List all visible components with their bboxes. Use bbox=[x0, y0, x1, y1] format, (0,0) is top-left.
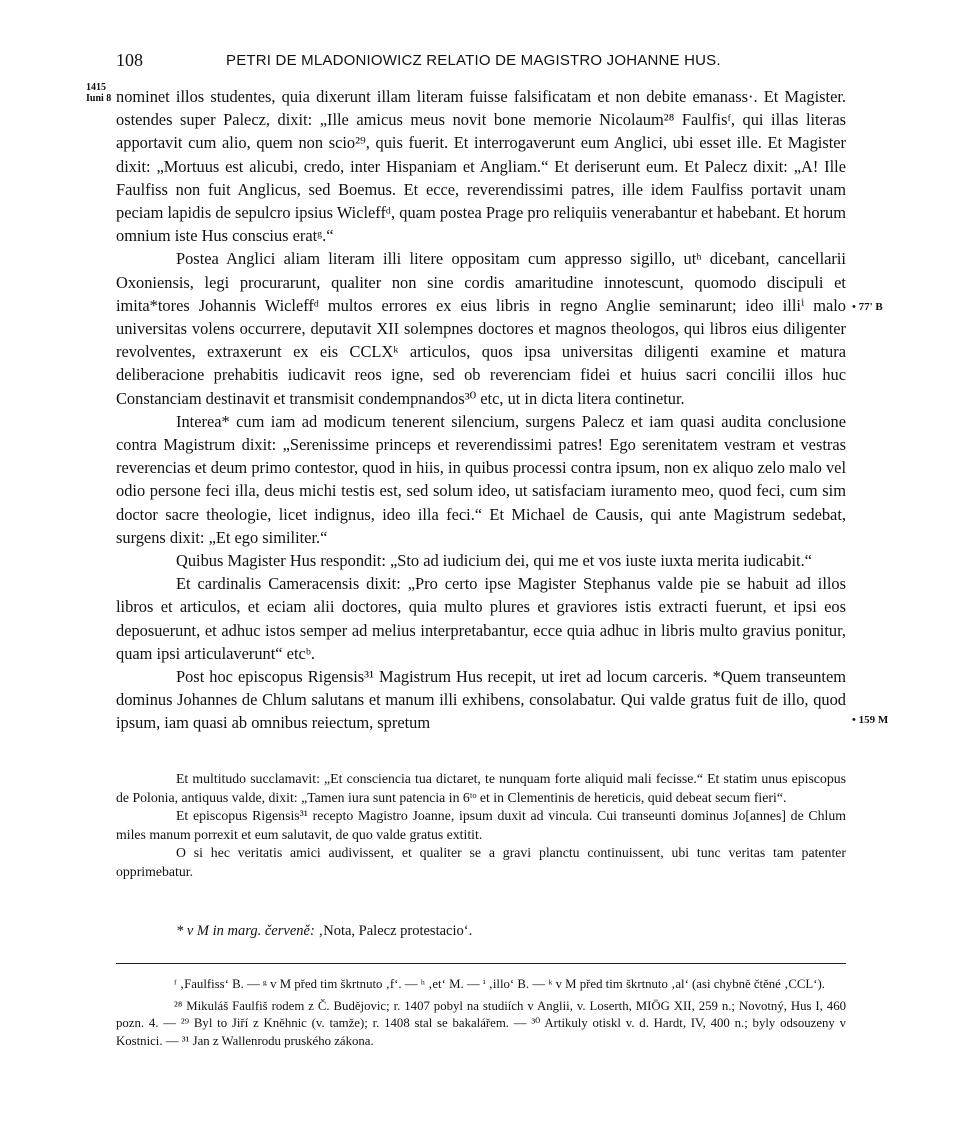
margin-day: Iuni 8 bbox=[86, 93, 112, 104]
paragraph-6: Post hoc episcopus Rigensis³¹ Magistrum Hus recepit, ut iret ad locum carceris. *Quem transeuntem dominus Johannes de Chlum salutans et manum illi exhibens, consolabatur. Qui valde gratus fuit de illo, quod ipsum, iam quasi ab omnibus reiectum, spretum bbox=[116, 667, 846, 733]
margin-ref-77b: • 77' B bbox=[852, 301, 883, 313]
main-text bbox=[116, 85, 846, 735]
variant-paragraph-1: Et multitudo succlamavit: „Et consciencia tua dictaret, te nunquam forte aliquid mali fecisse.“ Et statim unus episcopus de Polonia, antiquus valde, dixit: „Tamen iura sunt patencia in 6ᵗᵒ et in Clementinis de hereticis, quid debeat secum fieri“. bbox=[116, 771, 846, 805]
variant-paragraph-3: O si hec veritatis amici audivissent, et qualiter se a gravi planctu continuissent, ubi tunc veritas tam patenter opprimebatur. bbox=[116, 845, 846, 879]
marginal-note-label: * v M in marg. červeně: bbox=[176, 923, 315, 939]
marginal-note bbox=[176, 923, 472, 940]
footnote-apparatus: ᶠ ‚Faulfiss‘ B. — ᵍ v M před tim škrtnuto ‚f‘. — ʰ ‚et‘ M. — ⁱ ‚illo‘ B. — ᵏ v M před tim škrtnuto ‚al‘ (asi chybně čtěné ‚CCL‘). bbox=[174, 977, 825, 991]
paragraph-5: Et cardinalis Cameracensis dixit: „Pro certo ipse Magister Stephanus valde pie se habuit ad illos libros et articulos, et eciam alii doctores, quia multo plures et graviores istis extracti fuerunt, et ipsi eos deposuerunt, et adhuc istos semper ad melius interpretabantur, ecce quia adhuc in libris multo gravius ponitur, quam ipsi articulaverunt“ etcᵇ. bbox=[116, 574, 846, 663]
page-header bbox=[116, 50, 846, 74]
footnote-commentary: ²⁸ Mikuláš Faulfiš rodem z Č. Budějovic; r. 1407 pobyl na studiích v Anglii, v. Loserth, MIÖG XII, 259 n.; Novotný, Hus I, 460 pozn. 4. — ²⁹ Byl to Jiří z Kněhnic (v. tamže); r. 1408 stal se bakalářem. — ³⁰ Artikuly otiskl v. d. Hardt, IV, 400 n.; byly odsouzeny v Kostnici. — ³¹ Jan z Wallenrodu pruského zákona. bbox=[116, 998, 846, 1048]
paragraph-4: Quibus Magister Hus respondit: „Sto ad iudicium dei, qui me et vos iuste iuxta merita iudicabit.“ bbox=[176, 551, 812, 571]
running-title: PETRI DE MLADONIOWICZ RELATIO DE MAGISTRO JOHANNE HUS. bbox=[226, 52, 721, 69]
variant-paragraph-2: Et episcopus Rigensis³¹ recepto Magistro Joanne, ipsum duxit ad vincula. Cui transeunti dominus Jo[annes] de Chlum miles manum porrexit et eum salutavit, de quo valde gratus extitit. bbox=[116, 808, 846, 842]
margin-year: 1415 bbox=[86, 82, 106, 93]
margin-date bbox=[86, 82, 111, 104]
footnotes bbox=[116, 976, 846, 1054]
marginal-note-text: ‚Nota, Palecz protestacio‘. bbox=[318, 923, 473, 939]
footnote-divider bbox=[116, 963, 846, 964]
paragraph-3: Interea* cum iam ad modicum tenerent silencium, surgens Palecz et iam quasi audita conclusione contra Magistrum dixit: „Serenissime princeps et reverendissimi patres! Ego serenitatem vestram et vestras reverencias et deum primo contestor, quod in hiis, in quibus processi contra ipsum, non ex aliquo zelo malo vel odio persone feci illa, deus michi testis est, sed solum ideo, ut satisfaciam iuramento meo, quod feci, cum sim doctor sacre theologie, licet indignus, ideo illa feci.“ Et Michael de Causis, qui ante Magistrum sedebat, surgens dixit: „Et ego similiter.“ bbox=[116, 411, 846, 547]
paragraph-2: Postea Anglici aliam literam illi litere oppositam cum appresso sigillo, utʰ dicebant, cancellarii Oxoniensis, legi procurarunt, qualiter non sine cordis amaritudine innotescunt, quomodo discipuli et imita*tores Johannis Wicleffᵈ multos errores ex eius libris in regno Anglie seminarunt; ideo illiⁱ malo universitas volens occurrere, deputavit XII solempnes doctores et magnos theologos, qui libros eius diligenter revolventes, extraxerunt ex eis CCLXᵏ articulos, quos ipsa universitas diligenti examine et matura deliberacione prehabitis iudicavit reos igne, sed ob reverenciam fidei et huius sacri concilii illos huc Constanciam destinavit et transmisit condempnandos³⁰ etc, ut in dicta litera continetur. bbox=[116, 249, 846, 408]
paragraph-1: nominet illos studentes, quia dixerunt illam literam fuisse falsificatam et non debite emanass·. Et Magister. ostendes super Palecz, dixit: „Ille amicus meus novit bone memorie Nicolaum²⁸ Faulfisᶠ, qui illas literas apportavit cum alio, quem non scio²⁹, quis fuerit. Et interrogaverunt eum Anglici, ubi esset ille. Et Magister dixit: „Mortuus est alicubi, credo, inter Hispaniam et Angliam.“ Et deriserunt eum. Et Palecz dixit: „A! Ille Faulfiss non fuit Anglicus, sed Boemus. Et ecce, reverendissimi patres, ille idem Faulfiss portavit unam peciam lapidis de sepulcro ipsius Wicleffᵈ, quam postea Prage pro reliquiis venerabantur et habebant. Et horum omnium iste Hus conscius eratᵍ.“ bbox=[116, 87, 846, 246]
page-number: 108 bbox=[116, 50, 143, 70]
margin-ref-159m: • 159 M bbox=[852, 714, 889, 726]
variant-text bbox=[116, 770, 846, 881]
